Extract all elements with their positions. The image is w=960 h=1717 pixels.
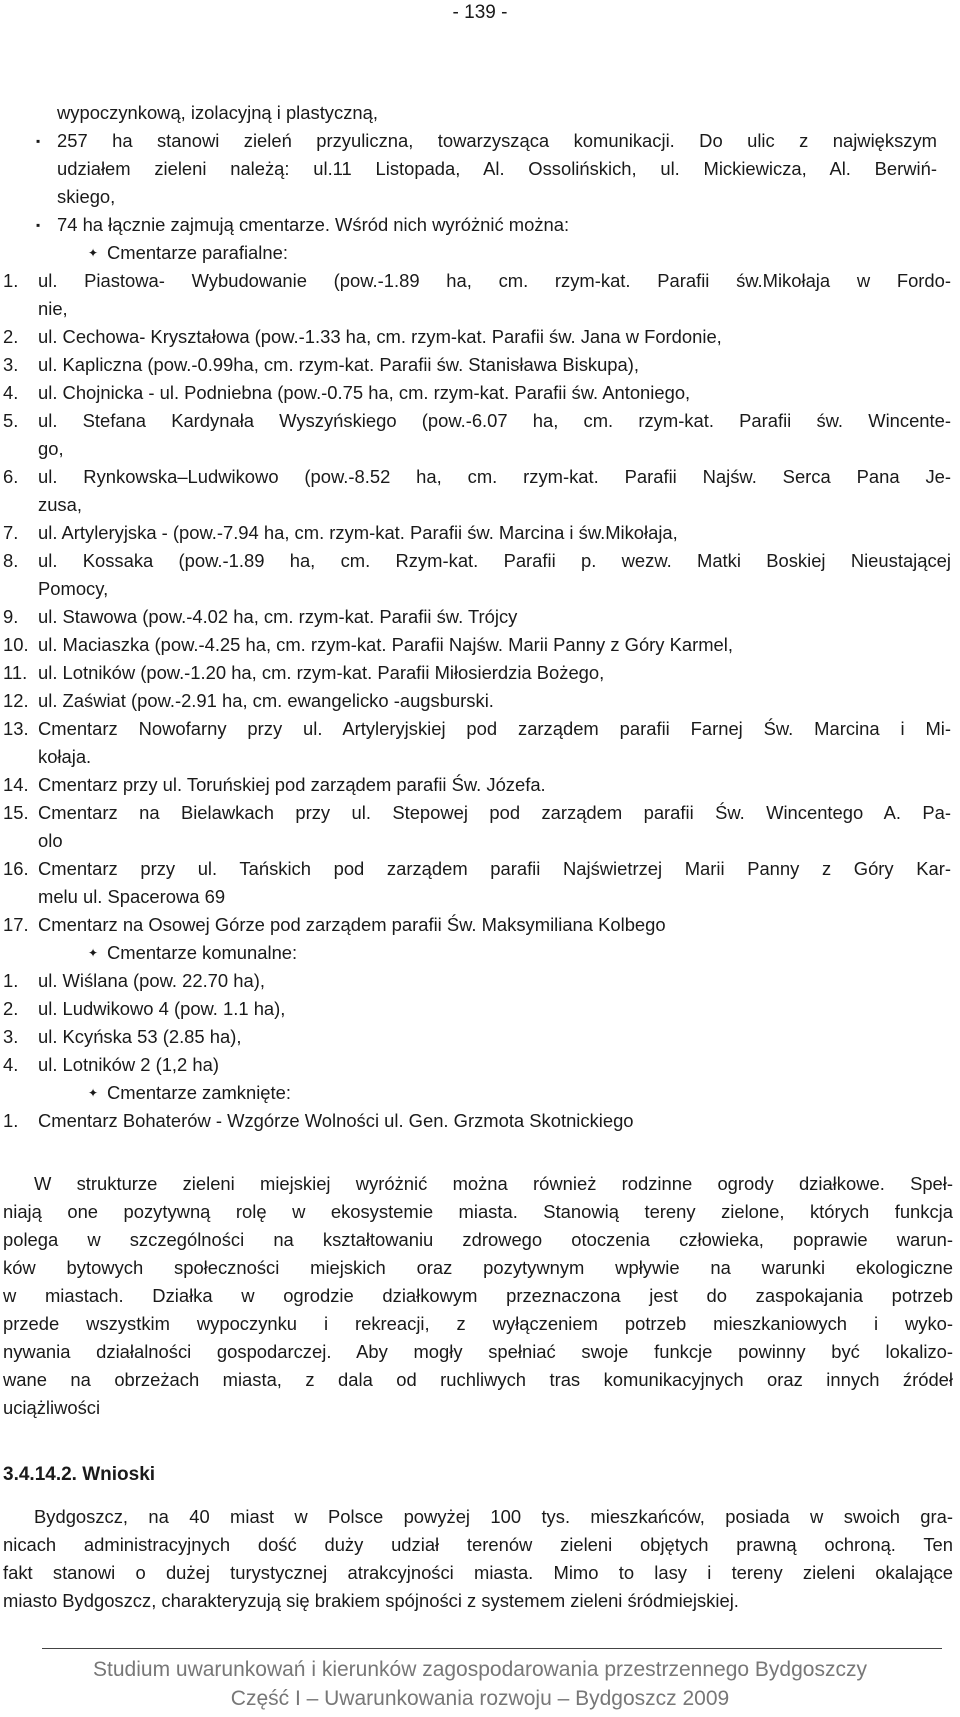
list-item-number: 15.: [3, 802, 29, 823]
list-item: [0, 547, 960, 575]
list-item-number: 16.: [3, 858, 29, 879]
page-number: - 139 -: [452, 2, 508, 23]
bullet-item: [0, 211, 960, 239]
paragraph-conclusions: [3, 1503, 953, 1615]
list-item-number: 7.: [3, 522, 19, 543]
list-item-number: 1.: [3, 970, 19, 991]
subheading-zamkniete: [0, 1079, 960, 1107]
list-item-text: Cmentarz Bohaterów - Wzgórze Wolności ul. Gen. Grzmota Skotnickiego: [38, 1110, 634, 1131]
list-item-text: nie,: [38, 298, 68, 319]
list-item: [0, 911, 960, 939]
bullet-continuation: skiego,: [57, 186, 116, 207]
paragraph-line: uciążliwości: [3, 1397, 101, 1418]
footer-title: Studium uwarunkowań i kierunków zagospodarowania przestrzennego Bydgoszczy: [93, 1658, 867, 1681]
footer-divider: [42, 1648, 942, 1649]
cemetery-list: [0, 99, 960, 1135]
list-item: [0, 631, 960, 659]
list-item-text: ul. Maciaszka (pow.-4.25 ha, cm. rzym-kat. Parafii Najśw. Marii Panny z Góry Karmel,: [38, 634, 733, 655]
list-item-continuation: [0, 743, 960, 771]
list-item-text: ul. Rynkowska–Ludwikowo (pow.-8.52 ha, cm. rzym-kat. Parafii Najśw. Serca Pana Je-: [38, 466, 951, 487]
paragraph-line: fakt stanowi o dużej turystycznej atrakcyjności miasta. Mimo to lasy i tereny zieleni okalające: [3, 1562, 953, 1583]
list-item-text: go,: [38, 438, 64, 459]
list-item-text: ul. Cechowa- Kryształowa (pow.-1.33 ha, cm. rzym-kat. Parafii św. Jana w Fordonie,: [38, 326, 722, 347]
list-item: [0, 1107, 960, 1135]
paragraph-line: ków bytowych społeczności miejskich oraz pozytywnym wpływie na warunki ekologiczne: [3, 1257, 953, 1278]
list-item-number: 8.: [3, 550, 19, 571]
list-item-number: 6.: [3, 466, 19, 487]
list-item-text: ul. Kapliczna (pow.-0.99ha, cm. rzym-kat. Parafii św. Stanisława Biskupa),: [38, 354, 639, 375]
list-item-text: ul. Artyleryjska - (pow.-7.94 ha, cm. rzym-kat. Parafii św. Marcina i św.Mikołaja,: [38, 522, 678, 543]
list-item-number: 11.: [3, 662, 28, 683]
paragraph-line: nywania działalności gospodarczej. Aby mogły spełniać swoje funkcje powinny być lokalizo-: [3, 1341, 953, 1362]
list-item-continuation: [0, 575, 960, 603]
paragraph-line: polega w szczególności na kształtowaniu zdrowego otoczenia człowieka, poprawie warun-: [3, 1229, 953, 1250]
list-item: [0, 967, 960, 995]
bullet-text: 257 ha stanowi zieleń przyuliczna, towarzysząca komunikacji. Do ulic z największym: [57, 130, 937, 151]
list-item-text: ul. Lotników (pow.-1.20 ha, cm. rzym-kat. Parafii Miłosierdzia Bożego,: [38, 662, 605, 683]
list-item: [0, 1023, 960, 1051]
list-item-text: ul. Piastowa- Wybudowanie (pow.-1.89 ha, cm. rzym-kat. Parafii św.Mikołaja w Fordo-: [38, 270, 951, 291]
list-item-continuation: [0, 883, 960, 911]
diamond-bullet-icon: ✦: [88, 246, 99, 260]
diamond-bullet-icon: ✦: [88, 946, 99, 960]
list-item: [0, 519, 960, 547]
square-bullet-icon: ▪: [36, 134, 41, 148]
paragraph-line: Bydgoszcz, na 40 miast w Polsce powyżej 100 tys. mieszkańców, posiada w swoich gra-: [34, 1506, 953, 1527]
paragraph-line: niają one pozytywną rolę w ekosystemie miasta. Stanowią tereny zielone, których funkcja: [3, 1201, 953, 1222]
list-item: [0, 659, 960, 687]
list-item-text: ul. Stefana Kardynała Wyszyńskiego (pow.-6.07 ha, cm. rzym-kat. Parafii św. Wincente-: [38, 410, 951, 431]
list-item-text: zusa,: [38, 494, 82, 515]
list-item-number: 3.: [3, 1026, 19, 1047]
list-item: [0, 799, 960, 827]
list-item-number: 9.: [3, 606, 19, 627]
list-parafialne: [0, 267, 960, 939]
list-item-text: ul. Stawowa (pow.-4.02 ha, cm. rzym-kat. Parafii św. Trójcy: [38, 606, 518, 627]
list-item-number: 4.: [3, 1054, 19, 1075]
list-komunalne: [0, 967, 960, 1079]
diamond-bullet-icon: ✦: [88, 1086, 99, 1100]
square-bullet-icon: ▪: [36, 218, 41, 232]
list-item-text: ul. Chojnicka - ul. Podniebna (pow.-0.75 ha, cm. rzym-kat. Parafii św. Antoniego,: [38, 382, 691, 403]
list-item-continuation: [0, 827, 960, 855]
subheading-parafialne: [0, 239, 960, 267]
list-item-number: 4.: [3, 382, 19, 403]
list-item-number: 2.: [3, 998, 19, 1019]
paragraph-allotments: [3, 1170, 953, 1422]
list-item: [0, 323, 960, 351]
intro-line: wypoczynkową, izolacyjną i plastyczną,: [57, 102, 378, 123]
list-item-number: 14.: [3, 774, 29, 795]
list-item-number: 13.: [3, 718, 29, 739]
list-item-text: Cmentarz Nowofarny przy ul. Artyleryjskiej pod zarządem parafii Farnej Św. Marcina i Mi-: [38, 718, 951, 739]
subheading-text: Cmentarze parafialne:: [107, 242, 288, 263]
list-item: [0, 687, 960, 715]
list-item: [0, 1051, 960, 1079]
list-item: [0, 715, 960, 743]
list-item-text: Cmentarz przy ul. Toruńskiej pod zarządem parafii Św. Józefa.: [38, 774, 546, 795]
list-zamkniete: [0, 1107, 960, 1135]
list-item: [0, 771, 960, 799]
list-item-text: melu ul. Spacerowa 69: [38, 886, 226, 907]
list-item-text: ul. Ludwikowo 4 (pow. 1.1 ha),: [38, 998, 286, 1019]
list-item: [0, 407, 960, 435]
list-item: [0, 463, 960, 491]
list-item-text: ul. Kossaka (pow.-1.89 ha, cm. Rzym-kat. Parafii p. wezw. Matki Boskiej Nieustającej: [38, 550, 951, 571]
paragraph-line: wane na obrzeżach miasta, z dala od ruchliwych tras komunikacyjnych oraz innych źródeł: [3, 1369, 953, 1390]
list-item-text: ul. Lotników 2 (1,2 ha): [38, 1054, 219, 1075]
subheading-text: Cmentarze zamknięte:: [107, 1082, 291, 1103]
list-item-text: Cmentarz na Osowej Górze pod zarządem parafii Św. Maksymiliana Kolbego: [38, 914, 666, 935]
list-item-text: ul. Kcyńska 53 (2.85 ha),: [38, 1026, 242, 1047]
paragraph-line: W strukturze zieleni miejskiej wyróżnić można również rodzinne ogrody działkowe. Speł-: [34, 1173, 953, 1194]
list-item-number: 2.: [3, 326, 19, 347]
paragraph-line: miasto Bydgoszcz, charakteryzują się brakiem spójności z systemem zieleni śródmiejskiej.: [3, 1590, 739, 1611]
list-item: [0, 995, 960, 1023]
subheading-text: Cmentarze komunalne:: [107, 942, 298, 963]
list-item-number: 5.: [3, 410, 19, 431]
bullet-text: 74 ha łącznie zajmują cmentarze. Wśród nich wyróżnić można:: [57, 214, 570, 235]
footer-subtitle: Część I – Uwarunkowania rozwoju – Bydgoszcz 2009: [230, 1687, 730, 1710]
list-item: [0, 267, 960, 295]
list-item-continuation: [0, 435, 960, 463]
subheading-komunalne: [0, 939, 960, 967]
bullet-item: [0, 127, 960, 155]
list-item-number: 3.: [3, 354, 19, 375]
paragraph-line: w miastach. Działka w ogrodzie działkowym przeznaczona jest do zaspokajania potrzeb: [3, 1285, 953, 1306]
list-item-text: ul. Wiślana (pow. 22.70 ha),: [38, 970, 265, 991]
list-item-number: 10.: [3, 634, 29, 655]
bullet-continuation: [0, 155, 960, 183]
list-item: [0, 603, 960, 631]
list-item: [0, 855, 960, 883]
list-item: [0, 351, 960, 379]
paragraph-line: przede wszystkim wypoczynku i rekreacji, z wyłączeniem potrzeb mieszkaniowych i wyko-: [3, 1313, 953, 1334]
list-item-text: olo: [38, 830, 63, 851]
list-item-continuation: [0, 295, 960, 323]
list-item-number: 1.: [3, 1110, 19, 1131]
list-item-number: 17.: [3, 914, 29, 935]
list-item-text: kołaja.: [38, 746, 92, 767]
list-item: [0, 379, 960, 407]
list-item-text: Cmentarz przy ul. Tańskich pod zarządem parafii Najświetrzej Marii Panny z Góry Kar-: [38, 858, 951, 879]
list-item-text: ul. Zaświat (pow.-2.91 ha, cm. ewangelicko -augsburski.: [38, 690, 494, 711]
list-item-text: Cmentarz na Bielawkach przy ul. Stepowej pod zarządem parafii Św. Wincentego A. Pa-: [38, 802, 951, 823]
list-item-number: 1.: [3, 270, 19, 291]
list-item-text: Pomocy,: [38, 578, 109, 599]
paragraph-line: nicach administracyjnych dość duży udział terenów zieleni objętych prawną ochroną. Ten: [3, 1534, 953, 1555]
bullet-text: udziałem zieleni należą: ul.11 Listopada, Al. Ossolińskich, ul. Mickiewicza, Al. Berwiń-: [57, 158, 937, 179]
list-item-number: 12.: [3, 690, 29, 711]
list-item-continuation: [0, 491, 960, 519]
section-heading: 3.4.14.2. Wnioski: [3, 1464, 156, 1485]
